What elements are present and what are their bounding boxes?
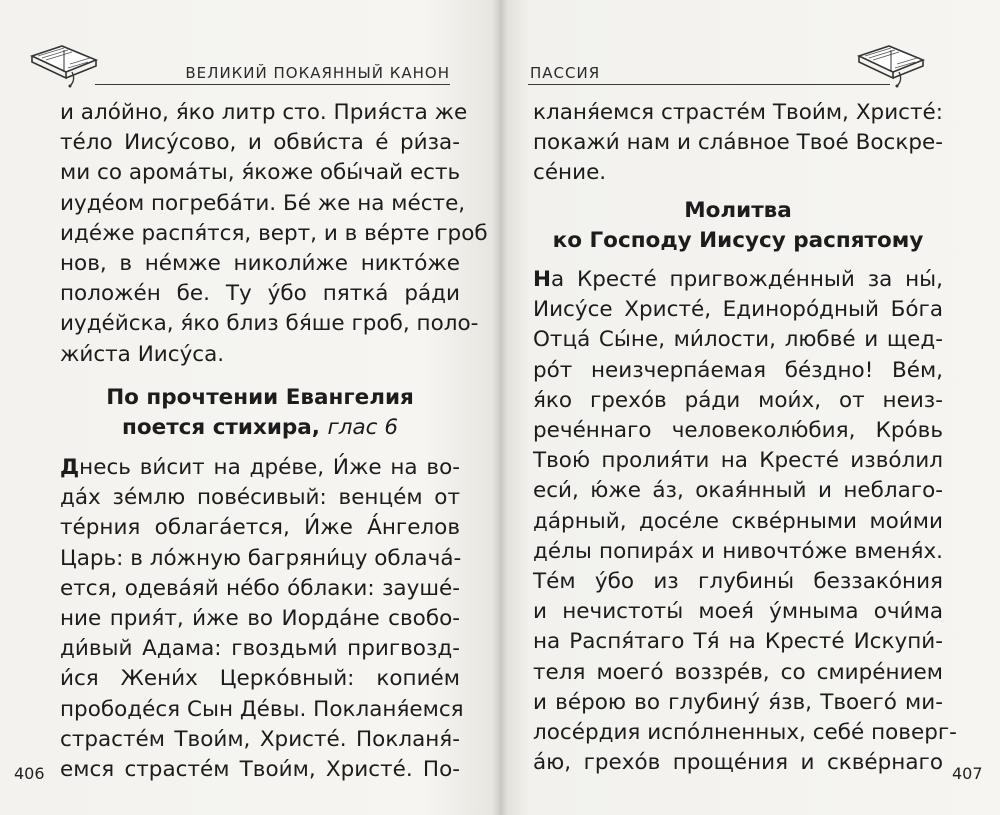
right-paragraph-1 bbox=[533, 98, 943, 189]
text-line: Отцá Сы́не, ми́лости, любвé и щед- bbox=[533, 327, 943, 353]
text-line: ние прия́т, и́же во Иордáне свобо- bbox=[60, 606, 460, 632]
left-paragraph-2 bbox=[60, 453, 464, 785]
heading-line: ко Господу Иисусу распятому bbox=[552, 228, 924, 254]
text-line: тéрния облагáется, И́же А́нгелов bbox=[60, 515, 460, 541]
text-line: сéние. bbox=[533, 160, 607, 186]
text-line: положéн бе. Ту ýбо пяткá рáди bbox=[60, 281, 460, 307]
text-line: емся страстéм Твои́м, Христé. По- bbox=[60, 757, 460, 783]
text-fragment: несь ви́сит на дрéве, И́же на во- bbox=[79, 455, 460, 480]
heading-line: По прочтении Евангелия bbox=[106, 385, 414, 410]
text-line: ди́вый Адама: гвоздьми́ пригвозд- bbox=[60, 636, 460, 662]
text-line: и́ся Жени́х Церкóвный: копиéм bbox=[60, 666, 460, 692]
text-line: иудéйска, я́ко близ бя́ше гроб, поло- bbox=[60, 311, 479, 337]
text-line: покажи́ нам и слáвное Твоé Воскре- bbox=[533, 130, 943, 156]
text-line: иудéом погребáти. Бé же на мéсте, bbox=[60, 190, 466, 216]
page-number: 407 bbox=[952, 764, 983, 783]
text-line: Царь: в лóжную багряни́цу облачá- bbox=[60, 545, 462, 571]
open-book-icon bbox=[855, 38, 927, 88]
text-line: я́ко грехóв рáди мои́х, от неиз- bbox=[533, 387, 943, 413]
initial-letter: Н bbox=[533, 267, 551, 292]
prayer-heading bbox=[533, 196, 943, 256]
heading-line: Молитва bbox=[684, 198, 792, 223]
text-line: áю, грехóв прощéния и сквéрнаго bbox=[533, 750, 943, 776]
text-line: на Распя́таго Тя́ на Крестé Искупи́- bbox=[533, 629, 943, 655]
text-line: речéннаго человеколю́бия, Крóвь bbox=[533, 418, 943, 444]
text-line: теля моегó воззрéв, со смирéнием bbox=[533, 659, 943, 685]
text-line: и вéрою во глубинý я́зв, Твоегó ми- bbox=[533, 689, 943, 715]
text-line: тéло Иисýсово, и обви́ста é ри́за- bbox=[60, 130, 460, 156]
initial-letter: Д bbox=[60, 455, 80, 480]
text-line: дéлы попирáх и нивочтóже вменя́х. bbox=[533, 538, 943, 564]
text-line: Тéм ýбо из глубины́ беззакóния bbox=[533, 569, 943, 595]
open-book-icon bbox=[28, 38, 100, 88]
text-line: Твою́ пролия́ти на Крестé извóлил bbox=[533, 448, 943, 474]
running-head: ВЕЛИКИЙ ПОКАЯННЫЙ КАНОН bbox=[185, 64, 450, 82]
text-line: кланя́емся страстéм Твои́м, Христé: bbox=[533, 100, 943, 125]
text-line: ми со аромáты, я́коже обы́чай есть bbox=[60, 160, 461, 186]
prayer-text bbox=[533, 265, 957, 778]
text-line bbox=[533, 265, 943, 295]
heading-tone-text: глас 6 bbox=[327, 415, 399, 441]
header-rule bbox=[528, 84, 890, 85]
text-line: и алóйно, я́ко литр сто. Прия́ста же bbox=[60, 100, 468, 125]
book-gutter bbox=[492, 0, 508, 815]
text-fragment: а Крестé пригвождéнный за ны́, bbox=[551, 267, 943, 292]
page-number: 406 bbox=[14, 764, 45, 783]
running-head: ПАССИЯ bbox=[530, 64, 601, 82]
heading-line bbox=[60, 413, 460, 443]
text-line: дáх зéмлю повéсивый: венцéм от bbox=[60, 485, 460, 511]
text-line: еси́, ю́же áз, окая́нный и неблаго- bbox=[533, 478, 943, 504]
text-line: прободéся Сын Дéвы. Покланя́емся bbox=[60, 696, 464, 722]
text-line: жи́ста Иисýса. bbox=[60, 341, 225, 367]
text-line bbox=[60, 453, 460, 483]
text-line: лосéрдия испóлненных, себé поверг- bbox=[533, 720, 957, 746]
header-rule bbox=[95, 84, 450, 85]
text-line: рóт неизчерпáемая бéздно! Вéм, bbox=[533, 357, 943, 383]
left-paragraph-1 bbox=[60, 98, 488, 370]
text-line: ется, одевáяй нéбо óблаки: заушé- bbox=[60, 575, 460, 601]
text-line: страстéм Твои́м, Христé. Покланя́- bbox=[60, 726, 460, 752]
heading-bold-text: поется стихира, bbox=[121, 415, 320, 441]
text-line: дáрный, досéле сквéрными мои́ми bbox=[533, 508, 943, 534]
right-page bbox=[500, 0, 1000, 815]
text-line: нов, в нéмже николи́же никтóже bbox=[60, 251, 460, 277]
text-line: Иисýсе Христé, Единорóдный Бóга bbox=[533, 297, 943, 323]
text-line: идéже распя́тся, верт, и в вéрте гроб bbox=[60, 220, 488, 246]
stichera-heading bbox=[60, 383, 460, 443]
text-line: и нечистоты́ моея́ ýмныма очи́ма bbox=[533, 599, 943, 625]
